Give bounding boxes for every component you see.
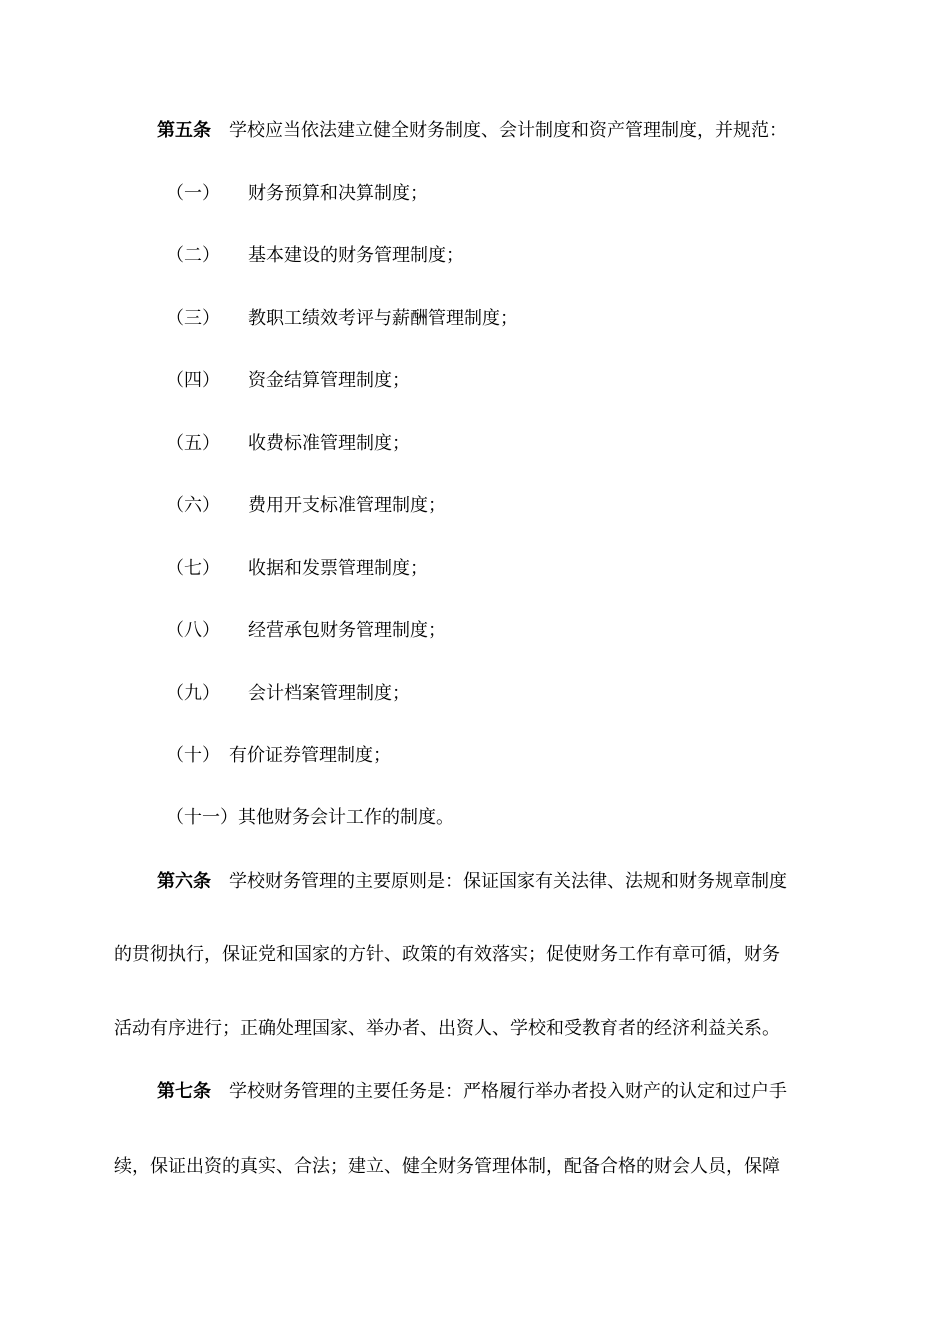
list-item-text: 费用开支标准管理制度； <box>248 495 446 516</box>
list-item-text: 收费标准管理制度； <box>248 433 410 454</box>
article-7-line-1 <box>157 1080 787 1104</box>
list-item <box>166 182 220 206</box>
list-item <box>166 619 220 643</box>
list-item <box>166 682 220 706</box>
list-item-text: 财务预算和决算制度； <box>248 183 428 204</box>
article-7-text-line-1: 学校财务管理的主要任务是：严格履行举办者投入财产的认定和过户手 <box>229 1081 787 1102</box>
list-item-number: （九） <box>166 683 220 704</box>
list-item-number: （四） <box>166 370 220 391</box>
article-5-text: 学校应当依法建立健全财务制度、会计制度和资产管理制度，并规范： <box>229 120 787 141</box>
article-7-line-2: 续，保证出资的真实、合法；建立、健全财务管理体制，配备合格的财会人员，保障 <box>114 1156 780 1177</box>
list-item <box>166 744 220 768</box>
list-item-number: （六） <box>166 495 220 516</box>
list-item-text: 教职工绩效考评与薪酬管理制度； <box>248 308 518 329</box>
list-item-number: （十一） <box>166 807 238 828</box>
article-6-line-2: 的贯彻执行，保证党和国家的方针、政策的有效落实；促使财务工作有章可循，财务 <box>114 944 780 965</box>
article-6-line-1 <box>157 870 787 894</box>
article-7-heading: 第七条 <box>157 1081 211 1102</box>
list-item <box>166 557 220 581</box>
article-6-heading: 第六条 <box>157 871 211 892</box>
list-item-text: 其他财务会计工作的制度。 <box>238 807 454 828</box>
list-item-text: 资金结算管理制度； <box>248 370 410 391</box>
list-item <box>166 307 220 331</box>
list-item-number: （一） <box>166 183 220 204</box>
list-item <box>166 494 220 518</box>
article-6-line-3: 活动有序进行；正确处理国家、举办者、出资人、学校和受教育者的经济利益关系。 <box>114 1018 780 1039</box>
list-item-text: 有价证券管理制度； <box>229 745 391 766</box>
list-item <box>166 369 220 393</box>
list-item-text: 经营承包财务管理制度； <box>248 620 446 641</box>
list-item-number: （三） <box>166 308 220 329</box>
list-item <box>166 244 220 268</box>
list-item-text: 基本建设的财务管理制度； <box>248 245 464 266</box>
list-item-number: （八） <box>166 620 220 641</box>
article-5-line-1 <box>157 119 787 143</box>
list-item-number: （五） <box>166 433 220 454</box>
list-item-number: （二） <box>166 245 220 266</box>
list-item <box>166 806 238 830</box>
list-item-number: （七） <box>166 558 220 579</box>
article-6-text-line-1: 学校财务管理的主要原则是：保证国家有关法律、法规和财务规章制度 <box>229 871 787 892</box>
list-item-text: 收据和发票管理制度； <box>248 558 428 579</box>
list-item-number: （十） <box>166 745 220 766</box>
list-item <box>166 432 220 456</box>
list-item-text: 会计档案管理制度； <box>248 683 410 704</box>
article-5-heading: 第五条 <box>157 120 211 141</box>
